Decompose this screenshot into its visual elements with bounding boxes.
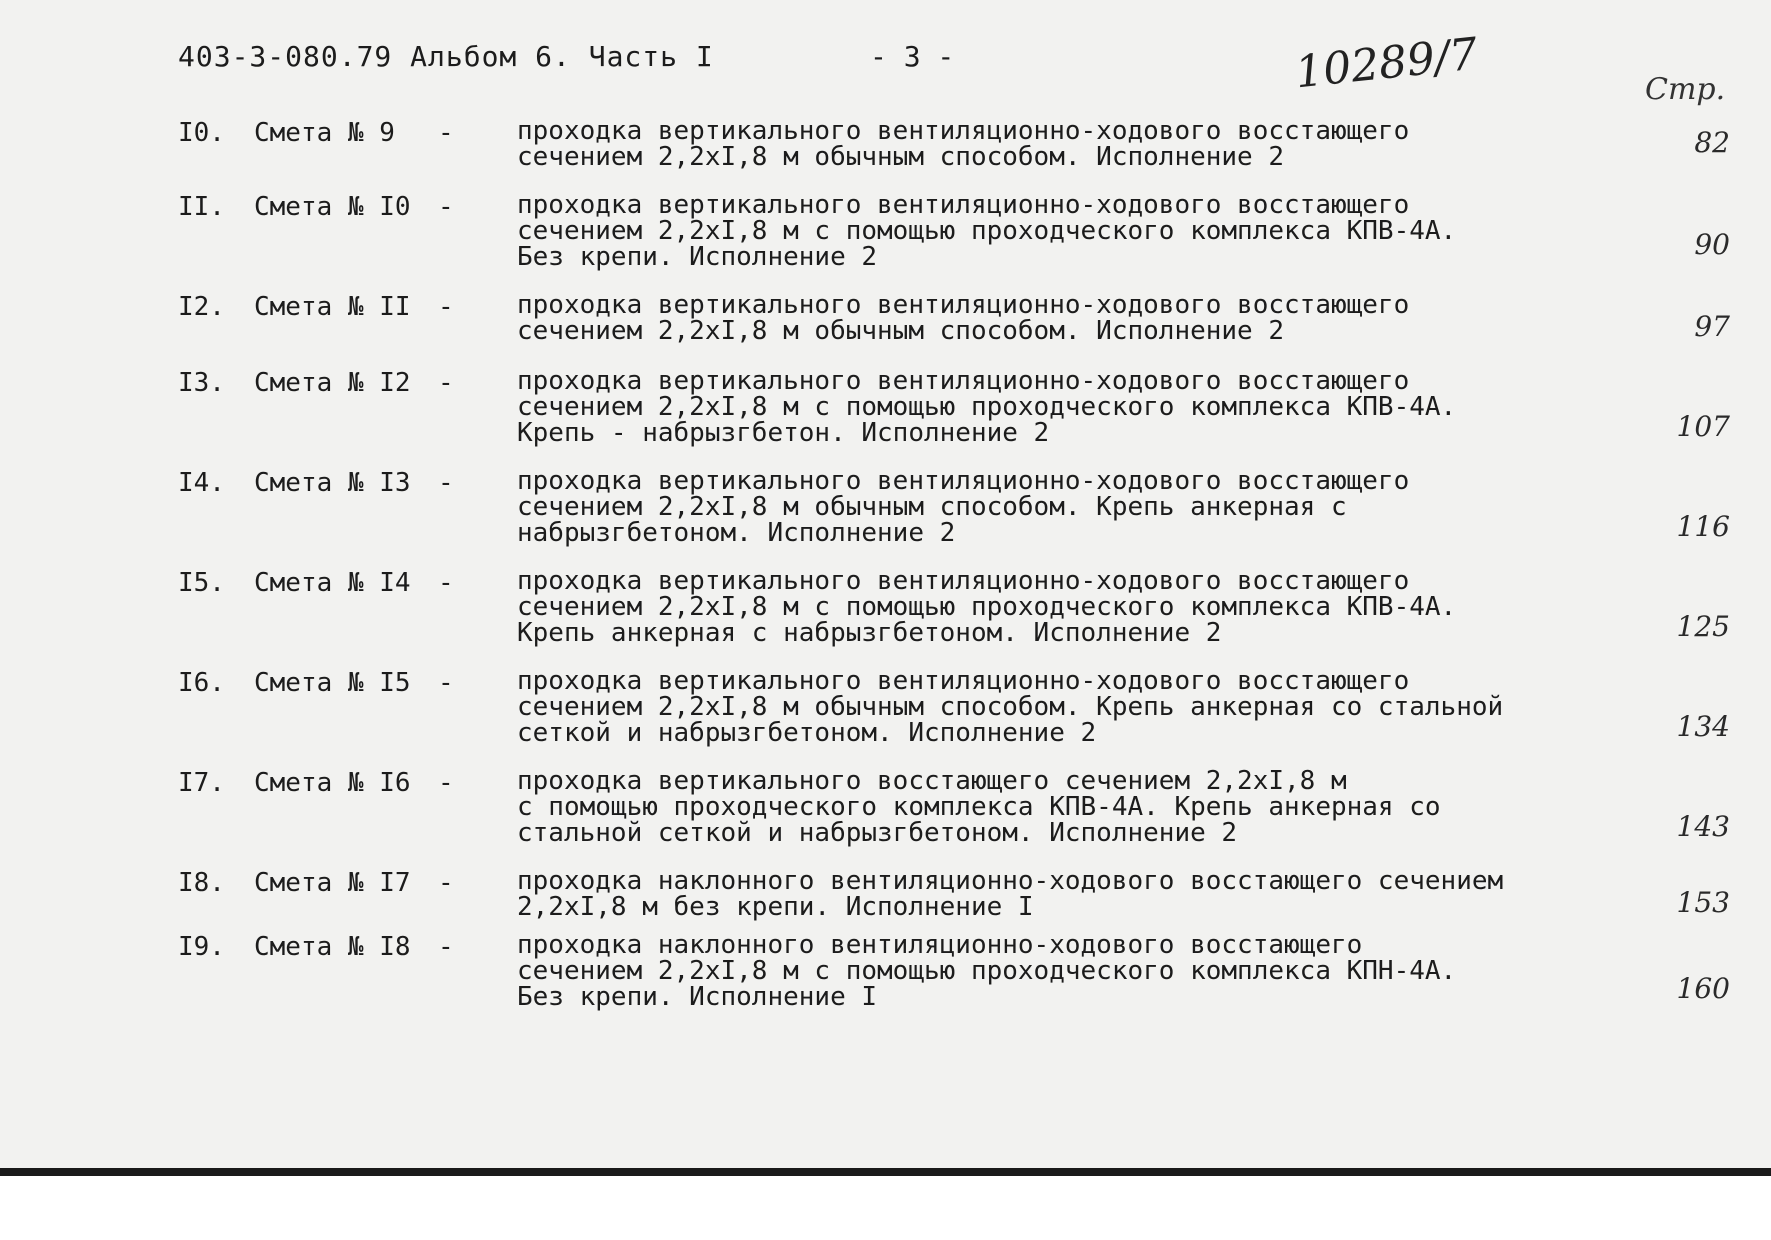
entry-page: 153: [1676, 886, 1730, 919]
entry-text: проходка вертикального восстающего сечением 2,2хI,8 м с помощью проходческого комплекса КПВ-4А. Крепь анкерная со стальной сеткой и набрызгбетоном. Исполнение 2: [517, 766, 1441, 848]
entry-label: Смета № I4: [254, 568, 411, 598]
entry-number: I2.: [178, 292, 225, 322]
entry-number: I0.: [178, 118, 225, 148]
entry-label: Смета № I3: [254, 468, 411, 498]
entry-label: Смета № I7: [254, 868, 411, 898]
entry-label: Смета № I0: [254, 192, 411, 222]
entry-page: 97: [1694, 310, 1730, 343]
entry-page: 90: [1694, 228, 1730, 261]
entry-text: проходка вертикального вентиляционно-ходового восстающего сечением 2,2хI,8 м с помощью проходческого комплекса КПВ-4А. Крепь анкерная с набрызгбетоном. Исполнение 2: [517, 566, 1457, 648]
entry-number: I9.: [178, 932, 225, 962]
entry-label: Смета № I6: [254, 768, 411, 798]
entry-number: I3.: [178, 368, 225, 398]
entry-text: проходка вертикального вентиляционно-ходового восстающего сечением 2,2хI,8 м обычным способом. Исполнение 2: [517, 290, 1410, 346]
entry-text: проходка вертикального вентиляционно-ходового восстающего сечением 2,2хI,8 м обычным способом. Крепь анкерная с набрызгбетоном. Исполнение 2: [517, 466, 1410, 548]
entry-dash: -: [438, 932, 454, 962]
entry-page: 107: [1676, 410, 1730, 443]
entry-text: проходка наклонного вентиляционно-ходового восстающего сечением 2,2хI,8 м с помощью проходческого комплекса КПН-4А. Без крепи. Исполнение I: [517, 930, 1457, 1012]
entry-dash: -: [438, 468, 454, 498]
page-column-label: Стр.: [1645, 72, 1726, 107]
entry-dash: -: [438, 368, 454, 398]
document-code: 403-3-080.79 Альбом 6. Часть I: [178, 40, 714, 73]
page-number: - 3 -: [870, 40, 955, 73]
entry-text: проходка вертикального вентиляционно-ходового восстающего сечением 2,2хI,8 м с помощью проходческого комплекса КПВ-4А. Без крепи. Исполнение 2: [517, 190, 1457, 272]
entry-dash: -: [438, 768, 454, 798]
entry-dash: -: [438, 192, 454, 222]
entry-number: II.: [178, 192, 225, 222]
entry-number: I7.: [178, 768, 225, 798]
bottom-scan-edge: [0, 1168, 1771, 1176]
entry-dash: -: [438, 118, 454, 148]
entry-label: Смета № 9: [254, 118, 395, 148]
entry-page: 125: [1676, 610, 1730, 643]
entry-label: Смета № I2: [254, 368, 411, 398]
scan-margin: [0, 1176, 1771, 1240]
entry-text: проходка вертикального вентиляционно-ходового восстающего сечением 2,2хI,8 м обычным способом. Крепь анкерная со стальной сеткой и набрызгбетоном. Исполнение 2: [517, 666, 1504, 748]
entry-label: Смета № I8: [254, 932, 411, 962]
entry-label: Смета № I5: [254, 668, 411, 698]
entry-number: I5.: [178, 568, 225, 598]
entry-number: I6.: [178, 668, 225, 698]
entry-dash: -: [438, 292, 454, 322]
entry-text: проходка вертикального вентиляционно-ходового восстающего сечением 2,2хI,8 м обычным способом. Исполнение 2: [517, 116, 1410, 172]
entry-text: проходка наклонного вентиляционно-ходового восстающего сечением 2,2хI,8 м без крепи. Исполнение I: [517, 866, 1504, 922]
entry-page: 134: [1676, 710, 1730, 743]
entry-label: Смета № II: [254, 292, 411, 322]
inventory-number: 10289/7: [1292, 28, 1480, 99]
entry-number: I8.: [178, 868, 225, 898]
entry-number: I4.: [178, 468, 225, 498]
entry-text: проходка вертикального вентиляционно-ходового восстающего сечением 2,2хI,8 м с помощью проходческого комплекса КПВ-4А. Крепь - набрызгбетон. Исполнение 2: [517, 366, 1457, 448]
entry-page: 82: [1694, 126, 1730, 159]
entry-page: 143: [1676, 810, 1730, 843]
entry-dash: -: [438, 568, 454, 598]
entry-dash: -: [438, 868, 454, 898]
entry-dash: -: [438, 668, 454, 698]
entry-page: 116: [1676, 510, 1730, 543]
entry-page: 160: [1676, 972, 1730, 1005]
